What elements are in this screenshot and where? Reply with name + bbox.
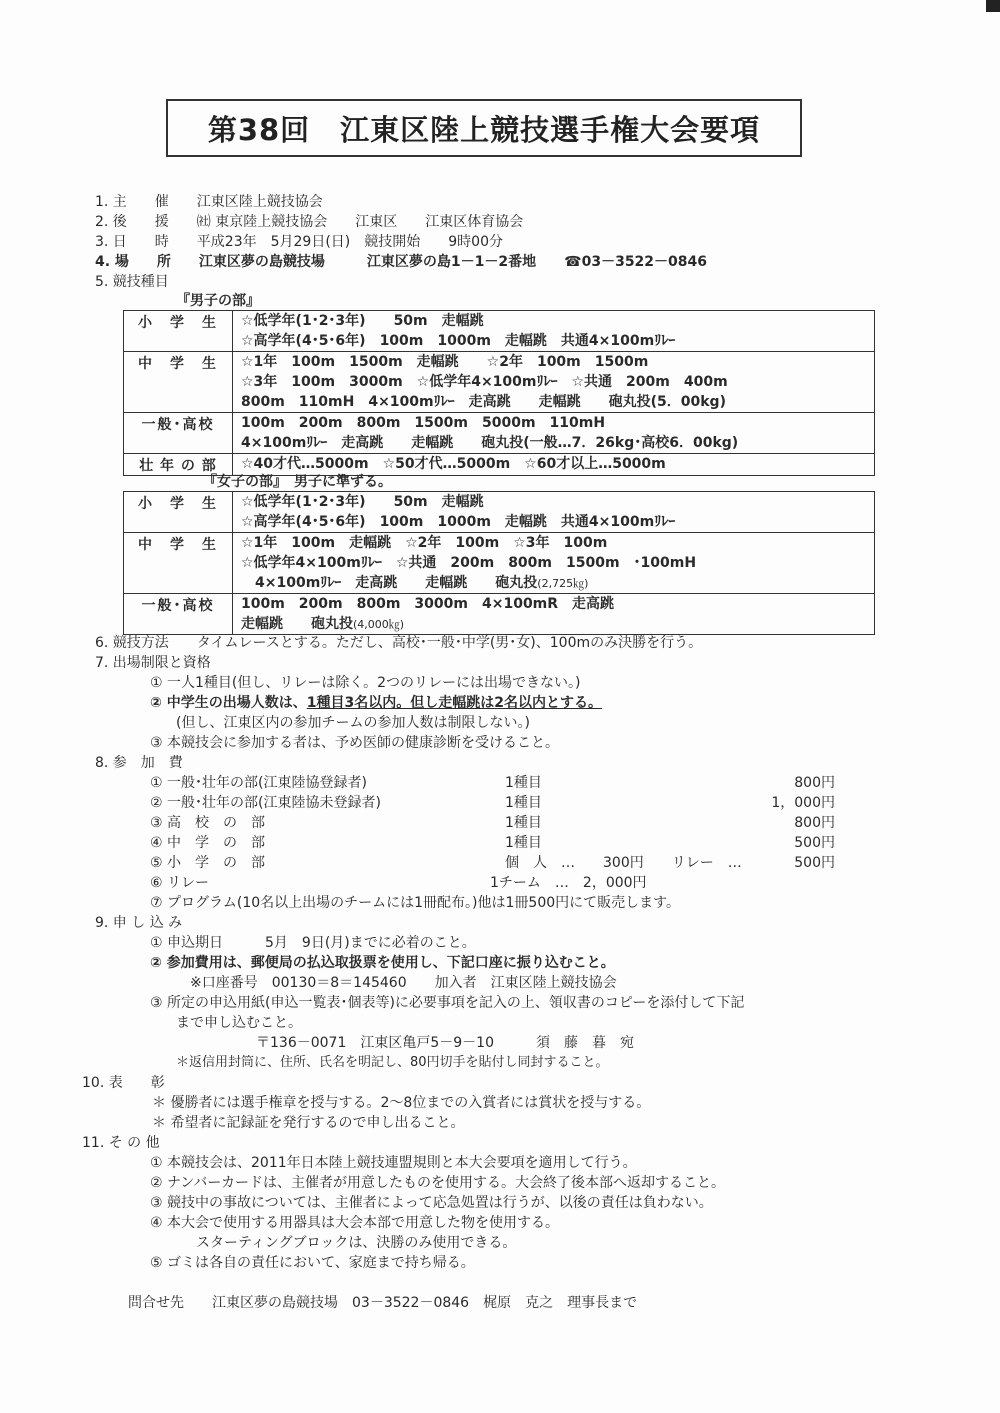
event-line: ☆1年 100m 走幅跳 ☆2年 100m ☆3年 100m [241, 535, 608, 551]
fee-amount: 500円 [794, 855, 835, 871]
fee-amount: 1，000円 [771, 795, 835, 811]
mens-division-label: 『男子の部』 [176, 293, 260, 309]
mailing-address: 〒136－0071 江東区亀戸5－9－10 須 藤 暮 宛 [256, 1035, 634, 1051]
program-note: ⑦ プログラム(10名以上出場のチームには1冊配布。)他は1冊500円にて販売します。 [150, 895, 681, 911]
fee-amount: 800円 [794, 775, 835, 791]
eligibility-item [150, 694, 602, 712]
fee-label: ⑤ 小 学 の 部 [150, 855, 266, 871]
fee-unit: 1種目 [505, 835, 542, 851]
other-item: ④ 本大会で使用する用器具は大会本部で用意した物を使用する。 [150, 1215, 559, 1231]
fee-label: ⑥ リレー [150, 875, 210, 891]
category-junior-high: 中 学 生 [124, 533, 233, 594]
section-application-heading: 9. 申 し 込 み [95, 915, 183, 931]
section-awards-heading: 10. 表 彰 [82, 1075, 165, 1091]
other-item: ⑤ ゴミは各自の責任において、家庭まで持ち帰る。 [150, 1255, 475, 1271]
account-number: ※口座番号 00130＝8＝145460 加入者 江東区陸上競技協会 [190, 975, 617, 991]
section-date: 3. 日 時 平成23年 5月29日(日) 競技開始 9時00分 [95, 234, 503, 250]
fee-unit: 個 人 … 300円 リレー … [505, 855, 742, 871]
awards-item: ＊ 希望者に記録証を発行するので申し出ること。 [152, 1115, 465, 1131]
mens-events-table [123, 310, 875, 476]
fee-label: ① 一般･壮年の部(江東陸協登録者) [150, 775, 367, 791]
other-item: ① 本競技会は、2011年日本陸上競技連盟規則と本大会要項を適用して行う。 [150, 1155, 637, 1171]
section-organizer: 1. 主 催 江東区陸上競技協会 [95, 194, 323, 210]
category-general-high: 一般･高校 [124, 413, 233, 454]
event-line: ☆1年 100m 1500m 走幅跳 ☆2年 100m 1500m [241, 354, 649, 370]
event-line: ☆低学年(1･2･3年) 50m 走幅跳 [241, 313, 484, 329]
fee-amount: 500円 [794, 835, 835, 851]
table-row [124, 352, 875, 413]
page-title: 第38回 江東区陸上競技選手権大会要項 [166, 99, 802, 157]
event-line-text: 走幅跳 砲丸投 [241, 616, 353, 632]
event-line: 4×100mﾘﾚｰ 走高跳 走幅跳 砲丸投(一般…7．26kg･高校6．00kg) [241, 435, 739, 451]
table-row [124, 311, 875, 352]
fee-unit: 1種目 [505, 815, 542, 831]
fee-amount: 800円 [794, 815, 835, 831]
fee-unit: 1種目 [505, 795, 542, 811]
event-line [241, 573, 874, 593]
scan-corner-mark [986, 0, 1000, 12]
event-line: ☆低学年(1･2･3年) 50m 走幅跳 [241, 494, 484, 510]
table-row [124, 594, 875, 635]
return-envelope-note: ＊返信用封筒に、住所、氏名を明記し、80円切手を貼付し同封すること。 [176, 1055, 609, 1070]
table-row [124, 533, 875, 594]
other-item-cont: スターティングブロックは、決勝のみ使用できる。 [196, 1235, 517, 1251]
category-masters: 壮 年 の 部 [124, 454, 233, 476]
section-sponsor: 2. 後 援 ㈳ 東京陸上競技協会 江東区 江東区体育協会 [95, 214, 524, 230]
application-item: ② 参加費用は、郵便局の払込取扱票を使用し、下記口座に振り込むこと。 [150, 955, 615, 971]
events-cell [233, 492, 875, 533]
section-other-heading: 11. そ の 他 [82, 1135, 160, 1151]
application-item: ① 申込期日 5月 9日(月)までに必着のこと。 [150, 935, 476, 951]
eligibility-item: ① 一人1種目(但し、リレーは除く。2つのリレーには出場できない。) [150, 675, 581, 691]
other-item: ③ 競技中の事故については、主催者によって応急処置は行うが、以後の責任は負わない。 [150, 1195, 713, 1211]
fee-unit: 1種目 [505, 775, 542, 791]
section-venue: 4. 場 所 江東区夢の島競技場 江東区夢の島1－1－2番地 ☎03－3522－0846 [95, 254, 708, 270]
event-line: ☆3年 100m 3000m ☆低学年4×100mﾘﾚｰ ☆共通 200m 400m [241, 374, 728, 390]
section-events-heading: 5. 競技種目 [95, 274, 169, 290]
section-eligibility-heading: 7. 出場制限と資格 [95, 655, 211, 671]
eligibility-limit: 1種目3名以内。但し走幅跳は2名以内とする。 [306, 695, 602, 711]
awards-item: ＊ 優勝者には選手権章を授与する。2～8位までの入賞者には賞状を授与する。 [152, 1095, 651, 1111]
contact-info: 問合せ先 江東区夢の島競技場 03－3522－0846 梶原 克之 理事長まで [128, 1295, 638, 1311]
fee-label: ④ 中 学 の 部 [150, 835, 266, 851]
event-line: 100m 200m 800m 3000m 4×100mR 走高跳 [241, 596, 615, 612]
event-line: ☆低学年4×100mﾘﾚｰ ☆共通 200m 800m 1500m ･100mH [241, 555, 697, 571]
events-cell [233, 352, 875, 413]
events-cell [233, 594, 875, 635]
fee-amount: 1チーム … 2，000円 [490, 875, 647, 891]
eligibility-note: (但し、江東区内の参加チームの参加人数は制限しない。) [176, 715, 530, 731]
womens-division-label: 『女子の部』 男子に準ずる。 [203, 474, 392, 490]
eligibility-text: ② 中学生の出場人数は、 [150, 695, 307, 711]
fee-label: ③ 高 校 の 部 [150, 815, 266, 831]
event-line: 100m 200m 800m 1500m 5000m 110mH [241, 415, 606, 431]
category-elementary: 小 学 生 [124, 492, 233, 533]
category-junior-high: 中 学 生 [124, 352, 233, 413]
fee-label: ② 一般･壮年の部(江東陸協未登録者) [150, 795, 381, 811]
events-cell [233, 533, 875, 594]
application-item: ③ 所定の申込用紙(申込一覧表･個表等)に必要事項を記入の上、領収書のコピーを添付して下記 [150, 995, 745, 1011]
events-cell [233, 311, 875, 352]
application-item-cont: まで申し込むこと。 [176, 1015, 302, 1031]
shot-weight-note: (4,000㎏) [353, 618, 405, 631]
eligibility-item: ③ 本競技会に参加する者は、予め医師の健康診断を受けること。 [150, 735, 559, 751]
section-competition-method: 6. 競技方法 タイムレースとする。ただし、高校･一般･中学(男･女)、100mのみ決勝を行う。 [95, 635, 703, 651]
category-elementary: 小 学 生 [124, 311, 233, 352]
table-row [124, 492, 875, 533]
event-line: ☆高学年(4･5･6年) 100m 1000m 走幅跳 共通4×100mﾘﾚｰ [241, 514, 676, 530]
table-row [124, 413, 875, 454]
event-line [241, 614, 874, 634]
category-general-high: 一般･高校 [124, 594, 233, 635]
event-line: 800m 110mH 4×100mﾘﾚｰ 走高跳 走幅跳 砲丸投(5．00kg) [241, 394, 726, 410]
section-fees-heading: 8. 参 加 費 [95, 755, 183, 771]
events-cell [233, 413, 875, 454]
event-line: ☆40才代…5000m ☆50才代…5000m ☆60才以上…5000m [241, 456, 666, 472]
shot-weight-note: (2,725㎏) [537, 577, 589, 590]
event-line: ☆高学年(4･5･6年) 100m 1000m 走幅跳 共通4×100mﾘﾚｰ [241, 333, 676, 349]
other-item: ② ナンバーカードは、主催者が用意したものを使用する。大会終了後本部へ返却すること。 [150, 1175, 726, 1191]
womens-events-table [123, 491, 875, 635]
event-line-text: 4×100mﾘﾚｰ 走高跳 走幅跳 砲丸投 [241, 575, 538, 591]
